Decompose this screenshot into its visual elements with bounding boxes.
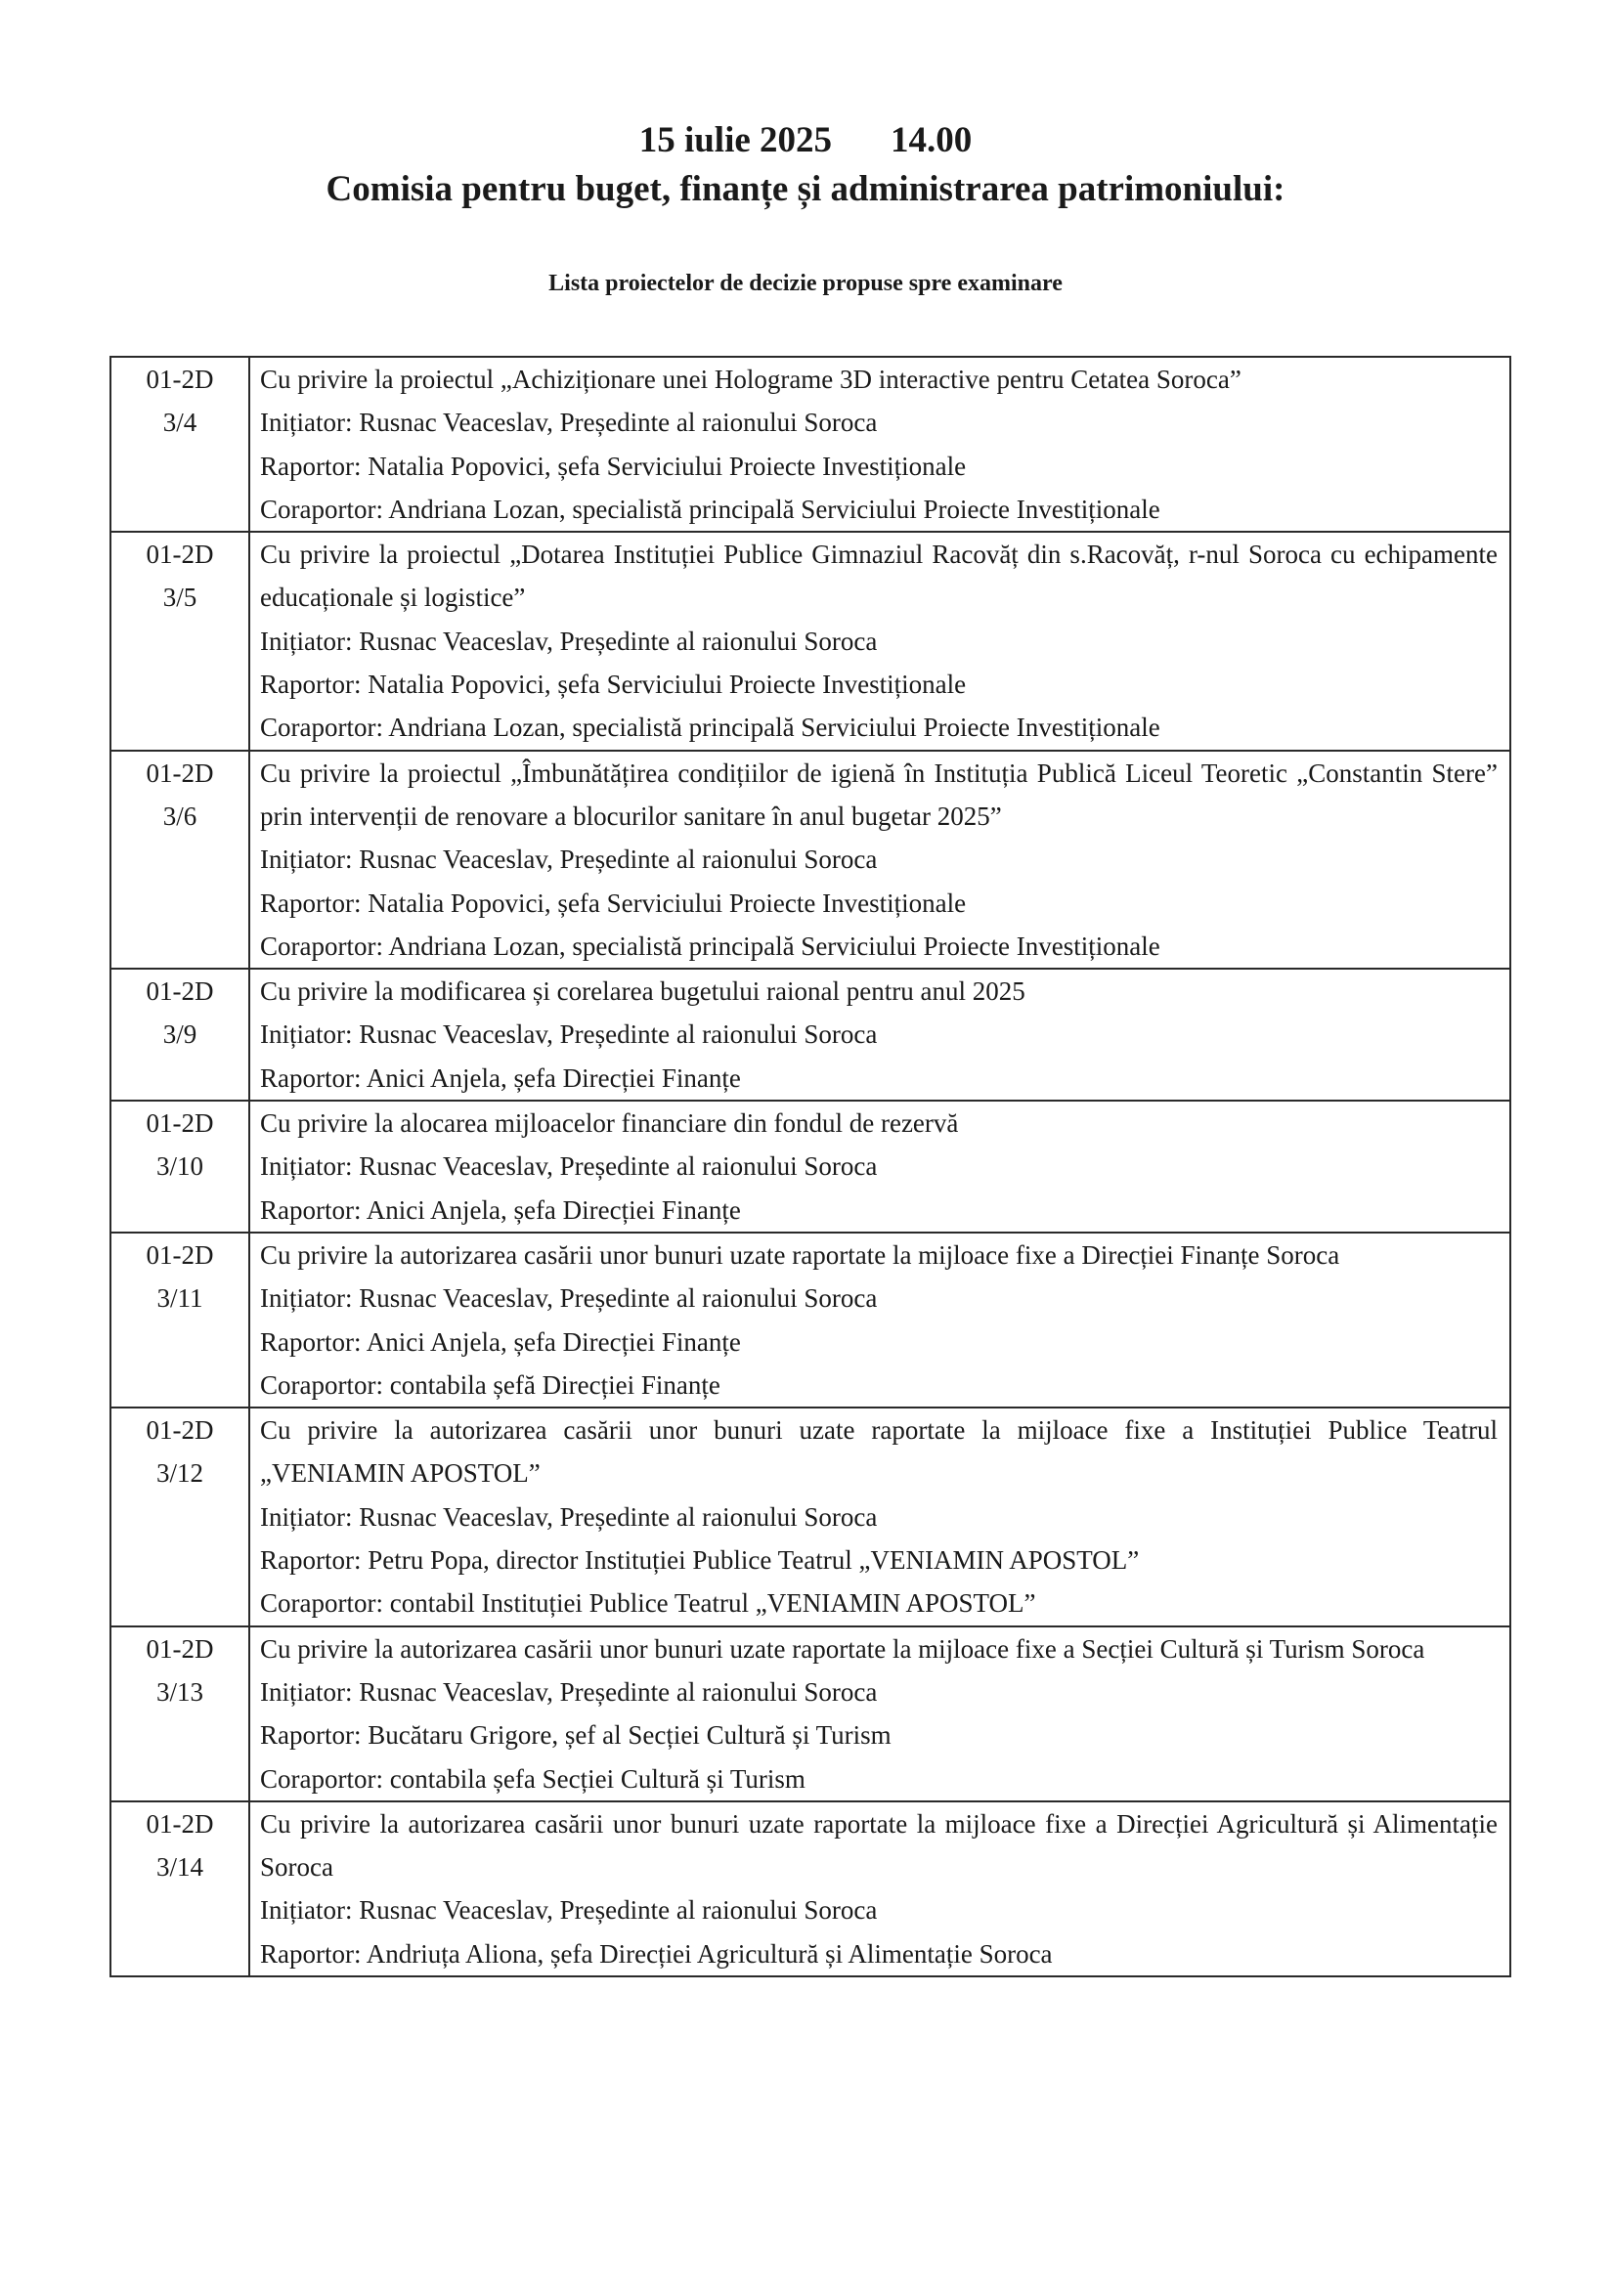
project-title: Cu privire la alocarea mijloacelor financiare din fondul de rezervă [260,1108,959,1139]
project-code: 01-2D [146,1808,214,1839]
project-code: 01-2D [146,1415,214,1446]
project-row [110,357,1510,532]
project-title: Cu privire la modificarea și corelarea bugetului raional pentru anul 2025 [260,976,1025,1007]
project-details-cell [249,969,1510,1101]
project-details-cell [249,532,1510,750]
project-raportor: Raportor: Anici Anjela, șefa Direcției Finanțe [260,1062,741,1093]
project-number: 3/9 [162,1019,197,1050]
project-initiator: Inițiator: Rusnac Veaceslav, Președinte al raionului Soroca [260,626,878,656]
project-number: 3/12 [155,1458,203,1489]
project-details-cell [249,1626,1510,1801]
project-row [110,1101,1510,1233]
project-row [110,969,1510,1101]
project-code-cell [110,969,249,1101]
project-details-cell [249,751,1510,969]
meeting-date: 15 iulie 2025 [638,120,833,160]
project-raportor: Raportor: Anici Anjela, șefa Direcției Finanțe [260,1194,741,1225]
project-code-cell [110,751,249,969]
project-row [110,1626,1510,1801]
project-code: 01-2D [146,1239,214,1270]
project-raportor: Raportor: Natalia Popovici, șefa Serviciului Proiecte Investiționale [260,451,967,481]
project-title: Cu privire la proiectul „Dotarea Instituției Publice Gimnaziul Racovăț din s.Racovăț, r-nul Soroca cu echipamente educaționale și logistice” [260,540,1498,613]
project-number: 3/5 [162,583,197,613]
project-number: 3/6 [162,801,197,831]
project-initiator: Inițiator: Rusnac Veaceslav, Președinte al raionului Soroca [260,1151,878,1182]
project-coraportor: Coraportor: Andriana Lozan, specialistă principală Serviciului Proiecte Investiționale [260,494,1160,524]
project-raportor: Raportor: Bucătaru Grigore, șef al Secției Cultură și Turism [260,1720,892,1751]
project-number: 3/11 [156,1283,203,1314]
project-initiator: Inițiator: Rusnac Veaceslav, Președinte al raionului Soroca [260,1283,878,1314]
project-row [110,751,1510,969]
project-details-cell [249,357,1510,532]
project-number: 3/10 [155,1151,203,1182]
project-code-cell [110,532,249,750]
project-code: 01-2D [146,976,214,1007]
project-initiator: Inițiator: Rusnac Veaceslav, Președinte al raionului Soroca [260,1676,878,1707]
project-initiator: Inițiator: Rusnac Veaceslav, Președinte al raionului Soroca [260,1019,878,1050]
project-raportor: Raportor: Anici Anjela, șefa Direcției Finanțe [260,1326,741,1357]
project-code-cell [110,1233,249,1408]
project-title: Cu privire la proiectul „Achiziționare unei Holograme 3D interactive pentru Cetatea Soroca” [260,365,1241,394]
project-raportor: Raportor: Petru Popa, director Instituției Publice Teatrul „VENIAMIN APOSTOL” [260,1545,1140,1576]
list-subtitle: Lista proiectelor de decizie propuse spre examinare [548,271,1063,296]
project-code-cell [110,1626,249,1801]
project-code: 01-2D [146,1633,214,1664]
project-title: Cu privire la autorizarea casării unor bunuri uzate raportate la mijloace fixe a Secției Cultură și Turism Soroca [260,1633,1425,1664]
project-title: Cu privire la proiectul „Îmbunătățirea condițiilor de igienă în Instituția Publică Liceul Teoretic „Constantin Stere” prin intervenții de renovare a blocurilor sanitare în anul bugetar 2025” [260,758,1498,831]
project-details-cell [249,1233,1510,1408]
project-initiator: Inițiator: Rusnac Veaceslav, Președinte al raionului Soroca [260,845,878,875]
projects-table [109,356,1511,1977]
project-raportor: Raportor: Andriuța Aliona, șefa Direcției Agricultură și Alimentație Soroca [260,1938,1053,1969]
project-raportor: Raportor: Natalia Popovici, șefa Serviciului Proiecte Investiționale [260,888,967,918]
project-code: 01-2D [146,540,214,570]
project-code-cell [110,1408,249,1625]
committee-title: Comisia pentru buget, finanțe și administrarea patrimoniului: [326,169,1285,209]
meeting-date-time [0,119,1611,161]
project-title: Cu privire la autorizarea casării unor bunuri uzate raportate la mijloace fixe a Direcției Finanțe Soroca [260,1239,1340,1270]
project-code-cell [110,1101,249,1233]
project-initiator: Inițiator: Rusnac Veaceslav, Președinte al raionului Soroca [260,1895,878,1926]
project-row [110,1801,1510,1976]
project-coraportor: Coraportor: contabila șefa Secției Cultură și Turism [260,1763,806,1794]
project-code-cell [110,357,249,532]
project-raportor: Raportor: Natalia Popovici, șefa Serviciului Proiecte Investiționale [260,670,967,700]
project-details-cell [249,1801,1510,1976]
project-coraportor: Coraportor: contabila șefă Direcției Finanțe [260,1369,720,1400]
project-coraportor: Coraportor: contabil Instituției Publice Teatrul „VENIAMIN APOSTOL” [260,1588,1036,1619]
project-row [110,532,1510,750]
project-code: 01-2D [146,1108,214,1139]
meeting-time: 14.00 [891,120,973,160]
project-number: 3/14 [155,1852,203,1883]
project-coraportor: Coraportor: Andriana Lozan, specialistă principală Serviciului Proiecte Investiționale [260,713,1160,743]
project-initiator: Inițiator: Rusnac Veaceslav, Președinte al raionului Soroca [260,1501,878,1532]
project-code-cell [110,1801,249,1976]
project-title: Cu privire la autorizarea casării unor bunuri uzate raportate la mijloace fixe a Instituției Publice Teatrul „VENIAMIN APOSTOL” [260,1415,1498,1489]
project-code: 01-2D [146,758,214,788]
project-details-cell [249,1408,1510,1625]
project-code: 01-2D [146,365,214,394]
project-number: 3/13 [155,1676,203,1707]
project-initiator: Inițiator: Rusnac Veaceslav, Președinte al raionului Soroca [260,408,878,438]
project-number: 3/4 [162,408,197,438]
project-row [110,1233,1510,1408]
project-coraportor: Coraportor: Andriana Lozan, specialistă principală Serviciului Proiecte Investiționale [260,931,1160,961]
project-row [110,1408,1510,1625]
project-title: Cu privire la autorizarea casării unor bunuri uzate raportate la mijloace fixe a Direcției Agricultură și Alimentație Soroca [260,1808,1498,1883]
project-details-cell [249,1101,1510,1233]
